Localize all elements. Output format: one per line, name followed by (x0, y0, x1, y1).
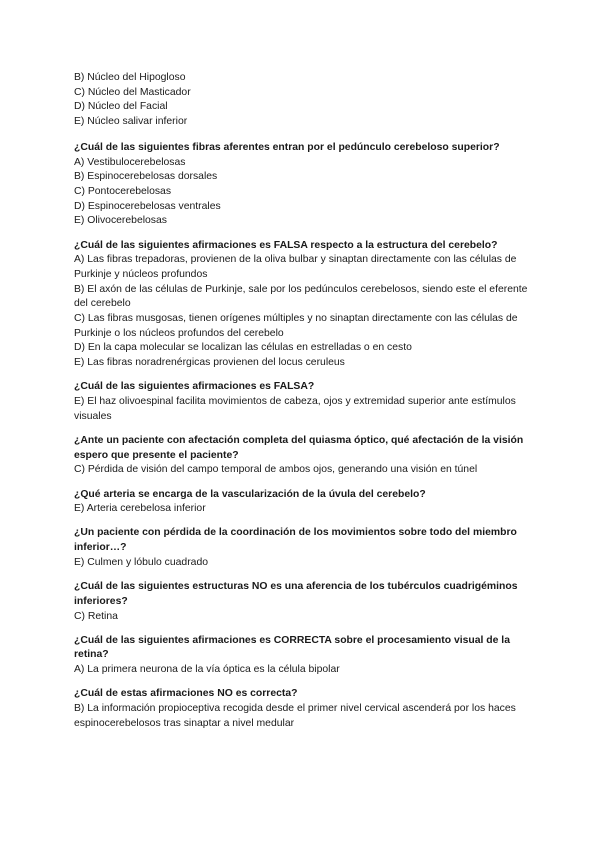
question-block (74, 71, 534, 130)
question-block (74, 141, 534, 229)
answer-option: A) Vestibulocerebelosas (74, 156, 186, 168)
question-text: ¿Cuál de las siguientes estructuras NO es una aferencia de los tubérculos cuadrigéminos inferiores? (74, 581, 518, 607)
answer-option: A) Las fibras trepadoras, provienen de la oliva bulbar y sinaptan directamente con las células de Purkinje y núcleos profundos (74, 254, 517, 280)
question-text: ¿Cuál de las siguientes afirmaciones es FALSA? (74, 381, 315, 393)
question-text: ¿Cuál de las siguientes afirmaciones es CORRECTA sobre el procesamiento visual de la retina? (74, 634, 510, 661)
question-block (74, 634, 534, 678)
answer-option: E) Olivocerebelosas (74, 215, 167, 227)
answer-option: D) Espinocerebelosas ventrales (74, 200, 221, 212)
answer-option: B) Núcleo del Hipogloso (74, 72, 186, 83)
question-block (74, 580, 534, 624)
answer-option: C) Pérdida de visión del campo temporal de ambos ojos, generando una visión en túnel (74, 464, 478, 476)
question-block (74, 488, 534, 517)
answer-option: A) La primera neurona de la vía óptica es la célula bipolar (74, 664, 340, 676)
answer-option: E) Arteria cerebelosa inferior (74, 503, 206, 515)
question-text: ¿Cuál de las siguientes fibras aferentes entran por el pedúnculo cerebeloso superior? (74, 141, 500, 153)
question-list (74, 71, 534, 741)
question-text: ¿Cuál de las siguientes afirmaciones es FALSA respecto a la estructura del cerebelo? (74, 239, 498, 251)
answer-option: B) Espinocerebelosas dorsales (74, 171, 218, 183)
question-block (74, 239, 534, 371)
question-text: ¿Qué arteria se encarga de la vascularización de la úvula del cerebelo? (74, 488, 426, 500)
answer-option: E) Culmen y lóbulo cuadrado (74, 556, 208, 568)
answer-option: C) Las fibras musgosas, tienen orígenes múltiples y no sinaptan directamente con las células de Purkinje o los núcleos profundos del cerebelo (74, 313, 518, 339)
question-block (74, 687, 534, 731)
answer-option: C) Núcleo del Masticador (74, 86, 191, 98)
answer-option: E) El haz olivoespinal facilita movimientos de cabeza, ojos y extremidad superior ante estímulos visuales (74, 396, 516, 422)
question-block (74, 434, 534, 478)
answer-option: E) Las fibras noradrenérgicas provienen del locus ceruleus (74, 357, 345, 369)
answer-option: C) Retina (74, 610, 118, 622)
question-block (74, 380, 534, 424)
answer-option: B) El axón de las células de Purkinje, sale por los pedúnculos cerebelosos, siendo este el eferente del cerebelo (74, 283, 528, 310)
question-block (74, 526, 534, 570)
answer-option: B) La información propioceptiva recogida desde el primer nivel cervical ascenderá por los haces espinocerebelosos tras sinaptar a nivel medular (74, 703, 516, 729)
question-text: ¿Cuál de estas afirmaciones NO es correcta? (74, 688, 298, 700)
question-text: ¿Un paciente con pérdida de la coordinación de los movimientos sobre todo del miembro inferior…? (74, 527, 517, 554)
answer-option: C) Pontocerebelosas (74, 185, 172, 197)
question-text: ¿Ante un paciente con afectación completa del quiasma óptico, qué afectación de la visión espero que presente el paciente? (74, 434, 524, 461)
answer-option: E) Núcleo salivar inferior (74, 116, 188, 128)
answer-option: D) Núcleo del Facial (74, 101, 168, 113)
answer-option: D) En la capa molecular se localizan las células en estrelladas o en cesto (74, 342, 412, 354)
